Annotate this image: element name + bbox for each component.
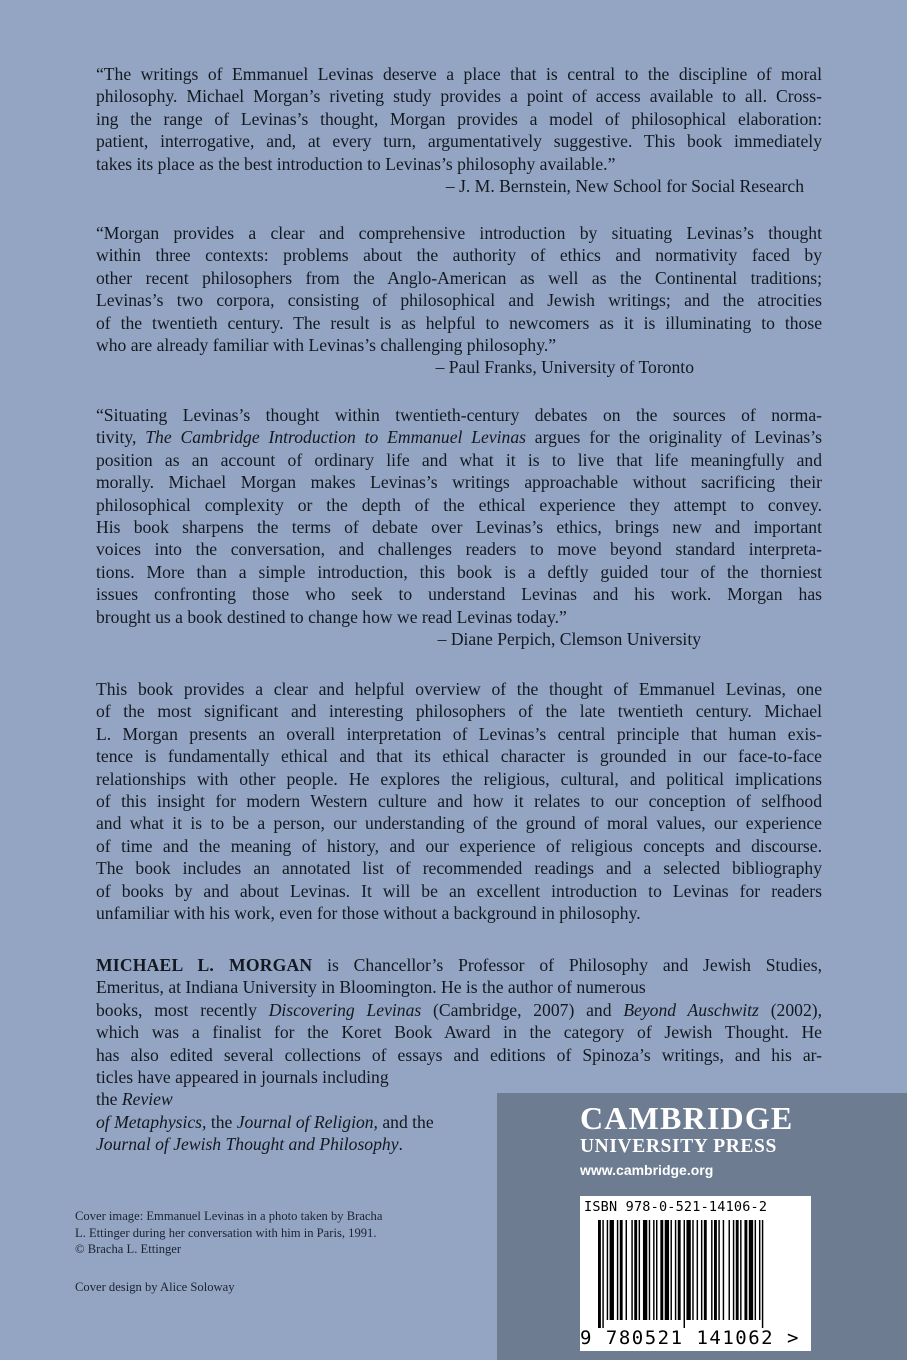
description-line: of books by and about Levinas. It will be an excellent introduction to Levinas for readers [96,880,822,901]
barcode-bar [701,1220,702,1320]
bio-text: is Chancellor’s Professor of Philosophy and Jewish Studies, [312,955,822,975]
barcode-bar [684,1220,685,1328]
barcode-bar [643,1220,647,1320]
barcode-bar [733,1220,734,1320]
description-line: This book provides a clear and helpful overview of the thought of Emmanuel Levinas, one [96,679,822,699]
quote-line [96,426,822,448]
barcode-bar [620,1220,623,1320]
barcode-bar [749,1220,753,1320]
barcode-bar [656,1220,657,1320]
barcode-bar [762,1220,763,1328]
publisher-url: www.cambridge.org [580,1162,714,1178]
quote-attribution: – Diane Perpich, Clemson University [437,629,701,650]
barcode-bar [711,1220,712,1320]
author-name: MICHAEL L. MORGAN [96,955,313,975]
description-line: L. Morgan presents an overall interpretation of Levinas’s central principle that human exis- [96,723,822,744]
review-quote-2 [96,222,822,379]
barcode-bar [665,1220,669,1320]
quote-line: tions. More than a simple introduction, this book is a deftly guided tour of the thorniest [96,561,822,582]
publisher-panel [497,1093,907,1360]
quote-line: His book sharpens the terms of debate over Levinas’s ethics, brings new and important [96,517,822,538]
quote-line: “Situating Levinas’s thought within twentieth-century debates on the sources of norma- [96,405,822,425]
bio-text: (2002), [758,999,823,1020]
quote-line: “The writings of Emmanuel Levinas deserve a place that is central to the discipline of moral [96,64,822,84]
journal-title: Review [121,1089,173,1110]
description-line: relationships with other people. He explores the religious, cultural, and political implications [96,768,822,789]
barcode-bar [697,1220,698,1320]
barcode-bars [584,1220,807,1328]
description-line: tence is fundamentally ethical and that its ethical character is grounded in our face-to-face [96,746,822,767]
description-line: of this insight for modern Western culture and how it relates to our conception of selfhood [96,791,822,812]
barcode-bar [678,1220,681,1320]
bio-line [96,954,822,976]
barcode-bar [602,1220,603,1328]
barcode-digits: 9 780521 141062 > [580,1327,800,1349]
journal-title: of Metaphysics, [96,1111,207,1132]
description-line: The book includes an annotated list of recommended readings and a selected bibliography [96,858,822,879]
quote-attribution: – J. M. Bernstein, New School for Social Research [445,176,804,197]
barcode-bar [729,1220,730,1320]
quote-line: who are already familiar with Levinas’s challenging philosophy.” [96,335,557,356]
barcode-bar [653,1220,654,1320]
quote-text: tivity, [96,427,146,448]
description-line: of the most significant and interesting philosophers of the late twentieth century. Michael [96,701,822,722]
barcode-bar [607,1220,608,1320]
quote-line: of the twentieth century. The result is as helpful to newcomers as it is illuminating to those [96,312,822,333]
book-title: Discovering Levinas [268,999,422,1020]
barcode-bar [639,1220,640,1320]
barcode-bar [744,1220,747,1320]
barcode-bar [692,1220,693,1320]
publisher-name: CAMBRIDGE [580,1100,794,1136]
description-line: unfamiliar with his work, even for those without a background in philosophy. [96,903,641,924]
quote-line: philosophical complexity or the depth of the ethical experience they attempt to convey. [96,494,822,515]
book-description [96,678,822,924]
quote-line: other recent philosophers from the Anglo-American as well as the Continental traditions; [96,267,822,288]
isbn-label: ISBN 978-0-521-14106-2 [584,1199,768,1215]
quote-line: takes its place as the best introduction to Levinas’s philosophy available.” [96,153,616,174]
book-title: Beyond Auschwitz [623,999,759,1020]
barcode-bar [631,1220,632,1320]
quote-line: morally. Michael Morgan makes Levinas’s writings approachable without sacrificing their [96,472,822,493]
barcode-bar [704,1220,707,1320]
bio-text: . [398,1134,403,1155]
barcode-bar [736,1220,739,1320]
bio-text: books, most recently [96,999,269,1020]
quote-line: “Morgan provides a clear and comprehensive introduction by situating Levinas’s thought [96,223,822,243]
barcode-bar [660,1220,663,1320]
review-quote-3 [96,404,822,650]
credit-line: L. Ettinger during her conversation with him in Paris, 1991. [75,1225,377,1240]
publisher-subtitle: UNIVERSITY PRESS [580,1136,777,1157]
bio-line: Emeritus, at Indiana University in Bloomington. He is the author of numerous [96,977,646,998]
barcode-bar [740,1220,741,1320]
barcode-bar [675,1220,676,1320]
barcode-bar [649,1220,650,1320]
description-line: of time and the meaning of history, and our experience of religious concepts and discourse. [96,835,822,856]
bio-text: and the [377,1111,434,1132]
bio-line: ticles have appeared in journals including [96,1067,389,1088]
bio-text: (Cambridge, 2007) and [421,999,624,1020]
quote-attribution: – Paul Franks, University of Toronto [435,357,694,378]
quote-line: Levinas’s two corpora, consisting of philosophical and Jewish writings; and the atrocities [96,290,822,311]
quote-line: philosophy. Michael Morgan’s riveting study provides a point of access available to all. Cross- [96,86,822,107]
cover-design-credit [75,1279,475,1296]
barcode-bar [634,1220,637,1320]
credit-line: Cover image: Emmanuel Levinas in a photo taken by Bracha [75,1209,383,1223]
quote-line: brought us a book destined to change how we read Levinas today.” [96,606,567,627]
quote-line: within three contexts: problems about the authority of ethics and normativity faced by [96,245,822,266]
barcode-bar [626,1220,627,1320]
journal-title: Journal of Religion, [236,1111,378,1132]
barcode-bar [714,1220,717,1320]
barcode-bar [718,1220,719,1320]
quote-line: position as an account of ordinary life and what it is to live that life meaningfully and [96,449,822,470]
bio-text: the [96,1089,122,1110]
description-line: and what it is to be a person, our understanding of the ground of moral values, our experience [96,813,822,834]
bio-line: has also edited several collections of essays and editions of Spinoza’s writings, and his ar- [96,1044,822,1065]
barcode-bar [671,1220,672,1320]
barcode-bar [759,1220,760,1320]
quote-line: patient, interrogative, and, at every turn, argumentatively suggestive. This book immediately [96,131,822,152]
quote-line: ing the range of Levinas’s thought, Morgan provides a model of philosophical elaboration: [96,108,822,129]
credit-line: Cover design by Alice Soloway [75,1280,235,1294]
review-quote-1 [96,63,822,197]
bio-text: the [206,1111,237,1132]
barcode-bar [686,1220,690,1320]
cover-image-credit [75,1208,475,1258]
barcode-bar [617,1220,618,1320]
credit-line: © Bracha L. Ettinger [75,1242,182,1257]
barcode-bar [598,1220,601,1328]
barcode-bar [723,1220,724,1320]
bio-line [96,999,822,1021]
quote-line: voices into the conversation, and challenges readers to move beyond standard interpreta- [96,539,822,560]
journal-title: Journal of Jewish Thought and Philosophy [96,1134,399,1155]
isbn-barcode [580,1196,811,1351]
barcode-bar [610,1220,614,1320]
bio-line: which was a finalist for the Koret Book Award in the category of Jewish Thought. He [96,1022,822,1043]
quote-line: issues confronting those who seek to understand Levinas and his work. Morgan has [96,584,822,605]
barcode-bar [755,1220,756,1320]
quote-text: argues for the originality of Levinas’s [525,427,822,448]
book-title: The Cambridge Introduction to Emmanuel Levinas [145,427,526,448]
